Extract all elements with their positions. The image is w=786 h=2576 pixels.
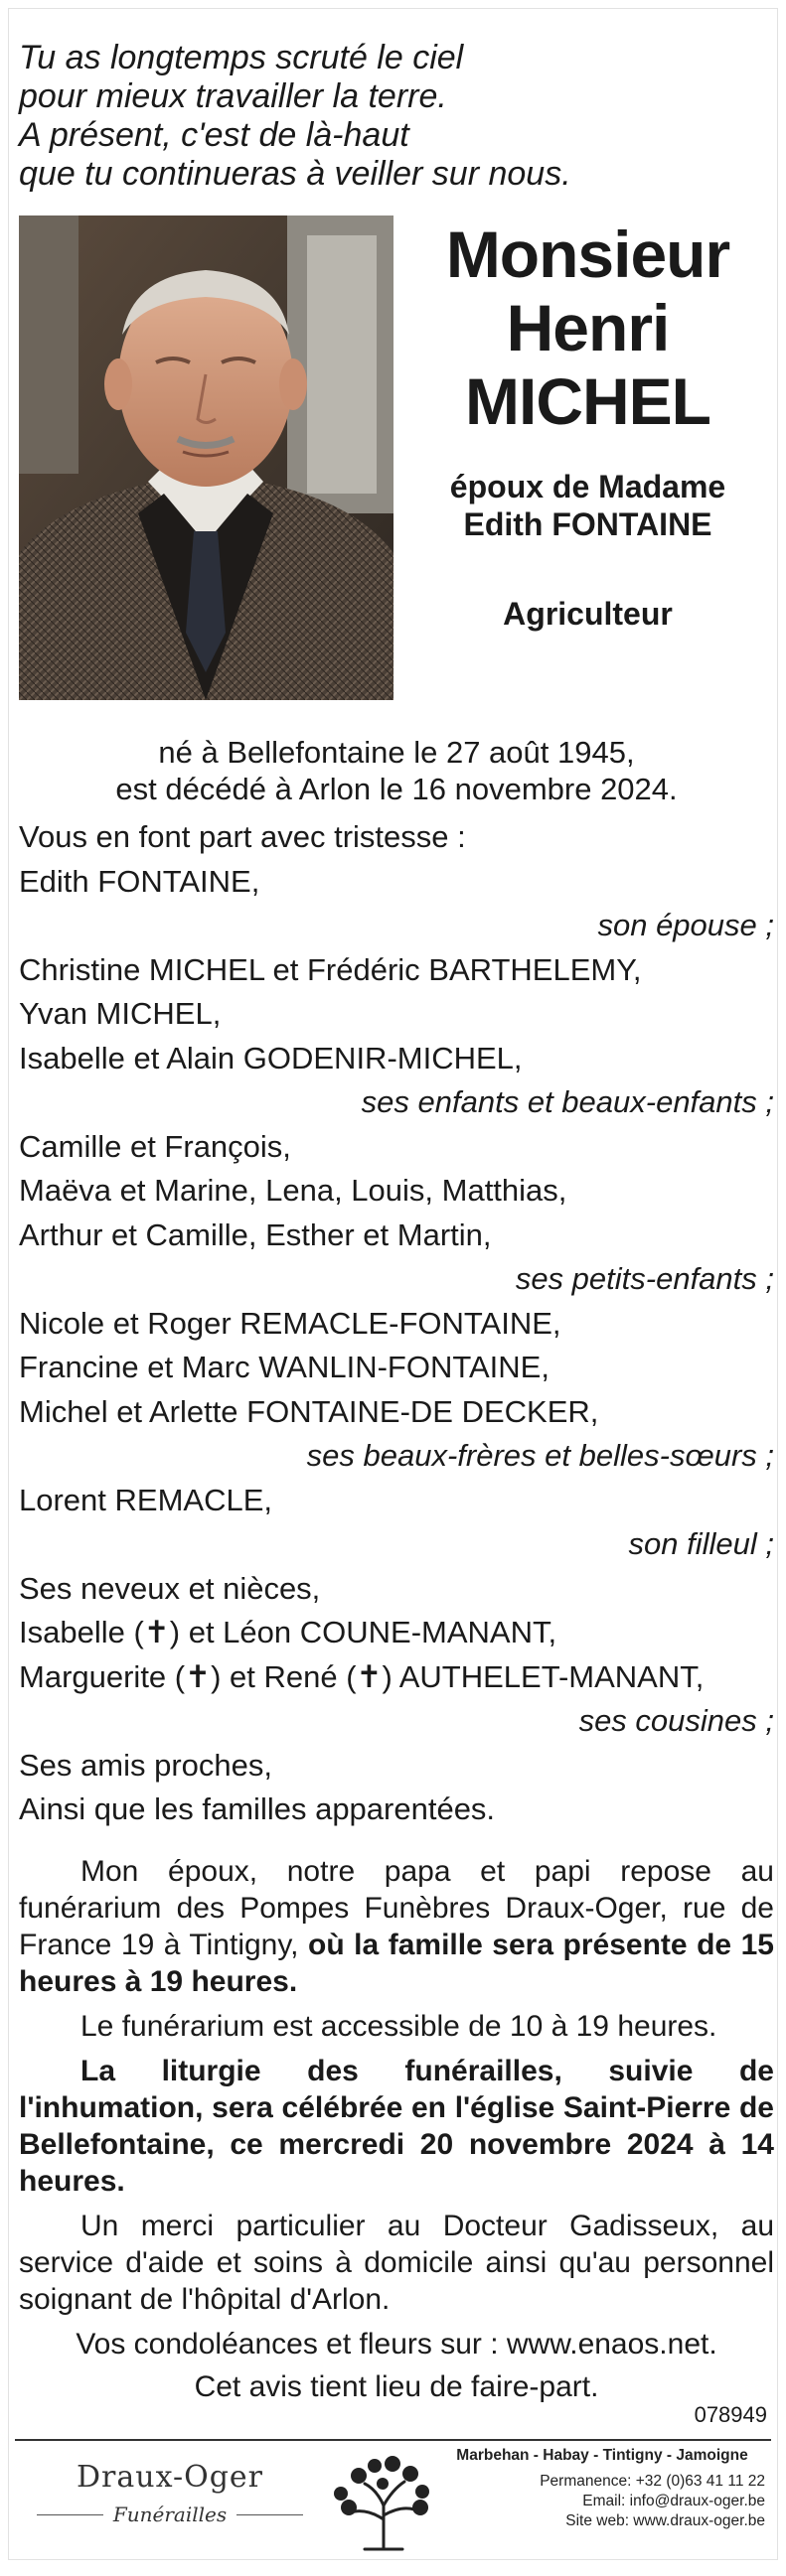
poem-line: Tu as longtemps scruté le ciel (19, 39, 464, 76)
liturgy-paragraph: La liturgie des funérailles, suivie de l'inhumation, sera célébrée en l'église Saint-Pierre de Bellefontaine, ce mercredi 20 novembre 2024 à 14 heures. (19, 2055, 774, 2198)
birth-line: né à Bellefontaine le 27 août 1945, (158, 735, 635, 770)
family-member-line: Isabelle (✝) et Léon COUNE-MANANT, (19, 1615, 557, 1649)
tree-icon (325, 2450, 442, 2553)
family-member-line: Lorent REMACLE, (19, 1482, 272, 1517)
family-relation: son filleul ; (628, 1526, 774, 1561)
portrait-image (19, 215, 393, 700)
family-member-line: Yvan MICHEL, (19, 996, 222, 1031)
family-member-line: Christine MICHEL et Frédéric BARTHELEMY, (19, 951, 642, 987)
reference-number: 078949 (694, 2402, 767, 2427)
poem-line: A présent, c'est de là-haut (19, 116, 409, 154)
towns: Marbehan - Habay - Tintigny - Jamoigne (456, 2447, 748, 2464)
email: Email: info@draux-oger.be (582, 2493, 765, 2509)
brand-name: Draux-Oger (76, 2460, 264, 2495)
access-paragraph: Le funérarium est accessible de 10 à 19 heures. (80, 2010, 717, 2043)
brand-rule-right (236, 2514, 303, 2515)
family-relation: ses enfants et beaux-enfants ; (361, 1084, 774, 1119)
poem (19, 39, 774, 194)
thanks-paragraph: Un merci particulier au Docteur Gadisseux, au service d'aide et soins à domicile ainsi qu'au personnel soignant de l'hôpital d'Arlon. (19, 2210, 774, 2316)
family-member-line: Marguerite (✝) et René (✝) AUTHELET-MANANT, (19, 1658, 705, 1694)
family-member-line: Maëva et Marine, Lena, Louis, Matthias, (19, 1173, 567, 1208)
family-relation: ses beaux-frères et belles-sœurs ; (306, 1438, 774, 1473)
funeral-details (19, 1853, 774, 2411)
phone: Permanence: +32 (0)63 41 11 22 (540, 2473, 765, 2490)
family-member-line: Ses amis proches, (19, 1747, 272, 1783)
spouse-name: Edith FONTAINE (463, 506, 712, 542)
family-member-line: Edith FONTAINE, (19, 863, 260, 899)
website: Site web: www.draux-oger.be (565, 2512, 765, 2529)
family-member-line: Nicole et Roger REMACLE-FONTAINE, (19, 1305, 561, 1341)
family-member-line: Camille et François, (19, 1128, 291, 1164)
deceased-heading (406, 217, 769, 633)
poem-line: pour mieux travailler la terre. (19, 77, 447, 115)
birth-death-dates (19, 734, 774, 807)
family-member-line: Francine et Marc WANLIN-FONTAINE, (19, 1350, 550, 1384)
profession: Agriculteur (503, 596, 673, 632)
brand-rule-left (37, 2514, 103, 2515)
family-member-line: Ainsi que les familles apparentées. (19, 1791, 496, 1826)
family-relation: son épouse ; (597, 908, 774, 942)
family-member-line: Isabelle et Alain GODENIR-MICHEL, (19, 1040, 523, 1075)
brand-sub-text: Funérailles (112, 2503, 228, 2526)
deceased-first-name: Henri (506, 291, 670, 364)
funeral-home-brand (37, 2460, 303, 2526)
funerarium-paragraph (19, 1853, 774, 2000)
family-member-line: Michel et Arlette FONTAINE-DE DECKER, (19, 1393, 599, 1429)
funeral-home-contact (439, 2446, 765, 2531)
deceased-last-name: MICHEL (465, 364, 710, 438)
spouse-line: époux de Madame (449, 469, 726, 504)
family-relation: ses cousines ; (578, 1703, 774, 1738)
family-member-line: Arthur et Camille, Esther et Martin, (19, 1216, 492, 1252)
family-presence-text: où la famille sera présente de 15 heures à 19 heures. (19, 1929, 774, 1998)
footer-divider (15, 2439, 771, 2441)
family-member-line: Vous en font part avec tristesse : (19, 819, 466, 854)
poem-line: que tu continueras à veiller sur nous. (19, 155, 571, 193)
notice-line: Cet avis tient lieu de faire-part. (194, 2370, 599, 2403)
family-list (19, 815, 774, 1832)
obituary-notice (8, 8, 778, 2560)
deceased-title: Monsieur (445, 217, 730, 291)
family-member-line: Ses neveux et nièces, (19, 1570, 321, 1606)
family-relation: ses petits-enfants ; (515, 1261, 774, 1296)
condolences-line: Vos condoléances et fleurs sur : www.enaos.net. (76, 2328, 717, 2361)
death-line: est décédé à Arlon le 16 novembre 2024. (115, 772, 678, 806)
funerarium-text: Mon époux, notre papa et papi repose au funérarium des Pompes Funèbres Draux-Oger, rue de France 19 à Tintigny, (19, 1855, 774, 1961)
brand-subtitle (37, 2503, 303, 2526)
spouse-info (406, 468, 769, 543)
portrait-photo (19, 215, 393, 700)
